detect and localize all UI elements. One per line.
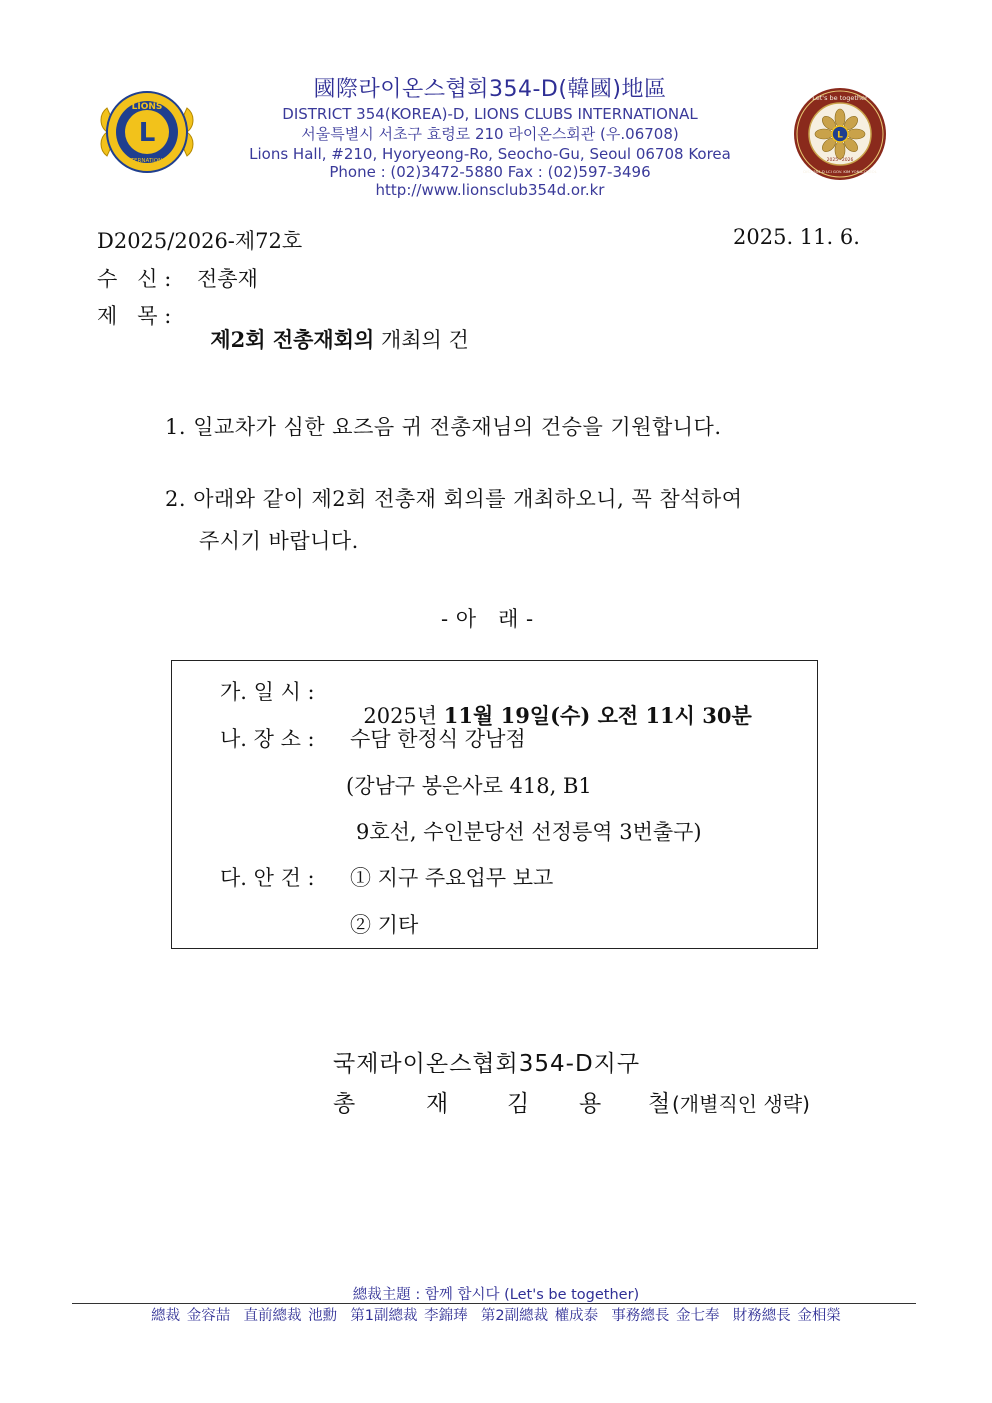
footer-theme: 總裁主題 : 함께 합시다 (Let's be together) xyxy=(352,1287,640,1303)
letterhead-address-kr: 서울특별시 서초구 효령로 210 라이온스회관 (우.06708) xyxy=(301,125,679,143)
logo-left-bottom-text: INTERNATIONAL xyxy=(124,158,170,164)
document-number: D2025/2026-제72호 xyxy=(97,229,303,253)
logo-right-years: 2025~2026 xyxy=(826,158,854,163)
letterhead-english-name: DISTRICT 354(KOREA)-D, LIONS CLUBS INTERNATIONAL xyxy=(282,105,698,123)
place-address-1: (강남구 봉은사로 418, B1 xyxy=(346,774,592,798)
letterhead-title: 國際라이온스협회354-D(韓國)地區 xyxy=(313,77,667,102)
signature-char-4: 용 xyxy=(579,1091,602,1117)
date-label: 가. 일 시 : xyxy=(220,680,315,704)
svg-text:L: L xyxy=(138,118,156,148)
paragraph-1: 1. 일교차가 심한 요즈음 귀 전총재님의 건승을 기원합니다. xyxy=(165,415,722,439)
signature-char-5: 철 xyxy=(648,1091,671,1117)
signature-char-2: 재 xyxy=(426,1091,449,1117)
document-date: 2025. 11. 6. xyxy=(733,225,860,249)
agenda-item-1: ① 지구 주요업무 보고 xyxy=(350,866,554,890)
signature-org: 국제라이온스협회354-D지구 xyxy=(333,1051,641,1077)
footer-officers: 總裁 金容喆 直前總裁 池勳 第1副總裁 李錦琫 第2副總裁 權成泰 事務總長 金七奉 財務總長 金相榮 xyxy=(151,1308,841,1324)
recipient: 전총재 xyxy=(197,267,258,291)
signature-char-1: 총 xyxy=(333,1091,356,1117)
subject xyxy=(197,300,469,354)
subject-label: 제 목 : xyxy=(97,304,172,328)
letterhead-address-en: Lions Hall, #210, Hyoryeong-Ro, Seocho-Gu, Seoul 06708 Korea xyxy=(249,145,731,163)
agenda-item-2: ② 기타 xyxy=(350,913,419,937)
date-bold: 11월 19일(수) 오전 11시 30분 xyxy=(443,703,752,728)
place-address-2: 9호선, 수인분당선 선정릉역 3번출구) xyxy=(356,820,702,844)
governor-seal-icon xyxy=(792,86,888,182)
below-heading: - 아 래 - xyxy=(441,607,534,631)
svg-text:L: L xyxy=(837,130,843,141)
lions-international-logo-icon xyxy=(97,86,197,178)
subject-rest: 개최의 건 xyxy=(374,328,469,352)
date-value xyxy=(350,676,752,730)
logo-right-bottom-text: DIST 354-D LCI GOV. KIM YONG-CHEOL xyxy=(803,169,877,174)
place-label: 나. 장 소 : xyxy=(220,727,315,751)
place-name: 수담 한정식 강남점 xyxy=(350,727,526,751)
paragraph-2-line-1: 2. 아래와 같이 제2회 전총재 회의를 개최하오니, 꼭 참석하여 xyxy=(165,487,743,511)
logo-left-top-text: LIONS xyxy=(131,102,163,112)
agenda-label: 다. 안 건 : xyxy=(220,866,315,890)
letterhead-phone-fax: Phone : (02)3472-5880 Fax : (02)597-3496 xyxy=(329,163,651,181)
date-plain: 2025년 xyxy=(363,704,444,728)
signature-note: (개별직인 생략) xyxy=(672,1092,810,1116)
letterhead-website[interactable]: http://www.lionsclub354d.or.kr xyxy=(375,181,605,199)
signature-char-3: 김 xyxy=(507,1091,530,1117)
paragraph-2-line-2: 주시기 바랍니다. xyxy=(199,529,359,553)
subject-bold: 제2회 전총재회의 xyxy=(210,327,375,352)
logo-right-top-text: Let's be together xyxy=(812,94,868,102)
recipient-label: 수 신 : xyxy=(97,267,172,291)
